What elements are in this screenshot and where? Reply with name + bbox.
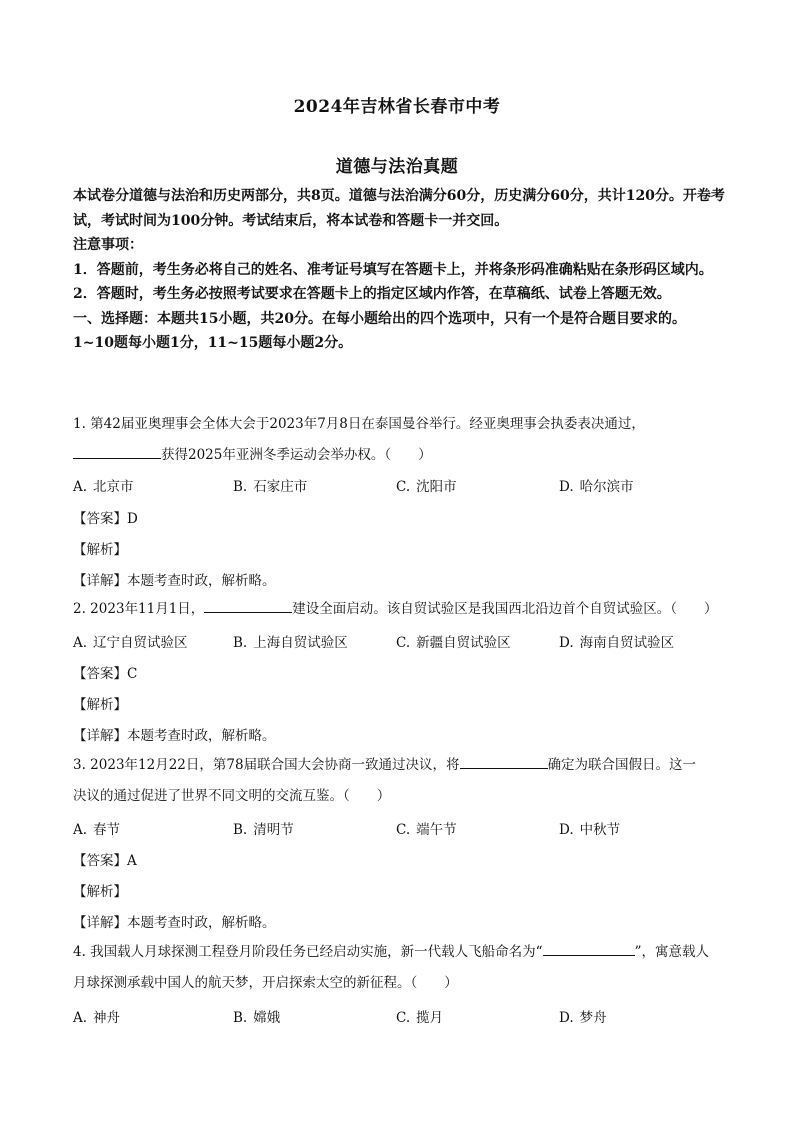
question-2-stem: 2. 2023年11月1日， 建设全面启动。该自贸试验区是我国西北沿边首个自贸试验区。（ ）	[73, 594, 725, 625]
exam-title: 2024年吉林省长春市中考	[293, 97, 501, 117]
detail-line: 【详解】本题考查时政，解析略。	[73, 915, 276, 931]
instructions	[73, 184, 725, 356]
question-3-stem-line1: 3. 2023年12月22日，第78届联合国大会协商一致通过决议，将 确定为联合国假日。这一	[73, 750, 725, 781]
analysis-label: 【解析】	[73, 697, 127, 713]
option-b: B. 嫦娥	[233, 1010, 281, 1026]
option-c: C. 沈阳市	[396, 479, 457, 495]
analysis-label: 【解析】	[73, 542, 127, 558]
option-b: B. 上海自贸试验区	[233, 635, 348, 651]
question-4	[73, 937, 725, 999]
notice-title: 注意事项：	[73, 237, 143, 253]
question-3	[73, 750, 725, 812]
answer-line: 【答案】D	[73, 511, 138, 527]
detail-line: 【详解】本题考查时政，解析略。	[73, 728, 276, 744]
option-d: D. 梦舟	[559, 1010, 607, 1026]
question-2	[73, 594, 725, 625]
intro-paragraph: 本试卷分道德与法治和历史两部分，共8页。道德与法治满分60分，历史满分60分，共计120分。开卷考试，考试时间为100分钟。考试结束后，将本试卷和答题卡一并交回。	[73, 188, 725, 229]
question-4-options	[73, 1006, 725, 1026]
question-4-stem-line2: 月球探测承载中国人的航天梦，开启探索太空的新征程。（ ）	[73, 975, 458, 991]
option-d: D. 中秋节	[559, 822, 621, 838]
option-a: A. 北京市	[73, 479, 134, 495]
option-d: D. 哈尔滨市	[559, 479, 634, 495]
notice-item-2: 2．答题时，考生务必按照考试要求在答题卡上的指定区域内作答，在草稿纸、试卷上答题无效。	[73, 286, 671, 302]
answer-line: 【答案】A	[73, 853, 137, 869]
fill-blank	[460, 754, 548, 769]
question-3-options	[73, 818, 725, 838]
question-1-options	[73, 475, 725, 495]
answer-line: 【答案】C	[73, 666, 138, 682]
exam-subtitle: 道德与法治真题	[335, 157, 459, 177]
option-a: A. 春节	[73, 822, 121, 838]
fill-blank	[543, 941, 635, 956]
question-2-options	[73, 631, 725, 651]
option-a: A. 辽宁自贸试验区	[73, 635, 188, 651]
question-1-stem-rest: 获得2025年亚洲冬季运动会举办权。（ ）	[161, 447, 432, 463]
analysis-label: 【解析】	[73, 884, 127, 900]
section-heading: 一、选择题：本题共15小题，共20分。在每小题给出的四个选项中，只有一个是符合题目要求的。1~10题每小题1分，11~15题每小题2分。	[73, 310, 686, 351]
notice-item-1: 1．答题前，考生务必将自己的姓名、准考证号填写在答题卡上，并将条形码准确粘贴在条形码区域内。	[73, 261, 713, 278]
option-c: C. 端午节	[396, 822, 457, 838]
question-3-stem-line2: 决议的通过促进了世界不同文明的交流互鉴。（ ）	[73, 788, 391, 804]
option-c: C. 揽月	[396, 1010, 444, 1026]
option-d: D. 海南自贸试验区	[559, 635, 675, 651]
option-a: A. 神舟	[73, 1010, 121, 1026]
option-b: B. 石家庄市	[233, 479, 308, 495]
question-1-stem-line2	[73, 440, 725, 471]
option-b: B. 清明节	[233, 822, 294, 838]
option-c: C. 新疆自贸试验区	[396, 635, 511, 651]
question-4-stem-line1: 4. 我国载人月球探测工程登月阶段任务已经启动实施，新一代载人飞船命名为“ ”，寓意载人	[73, 937, 725, 968]
detail-line: 【详解】本题考查时政，解析略。	[73, 573, 276, 589]
question-1	[73, 409, 725, 471]
fill-blank	[73, 444, 161, 459]
fill-blank	[204, 598, 292, 613]
question-1-stem-line1: 1. 第42届亚奥理事会全体大会于2023年7月8日在泰国曼谷举行。经亚奥理事会执委表决通过，	[73, 416, 645, 432]
